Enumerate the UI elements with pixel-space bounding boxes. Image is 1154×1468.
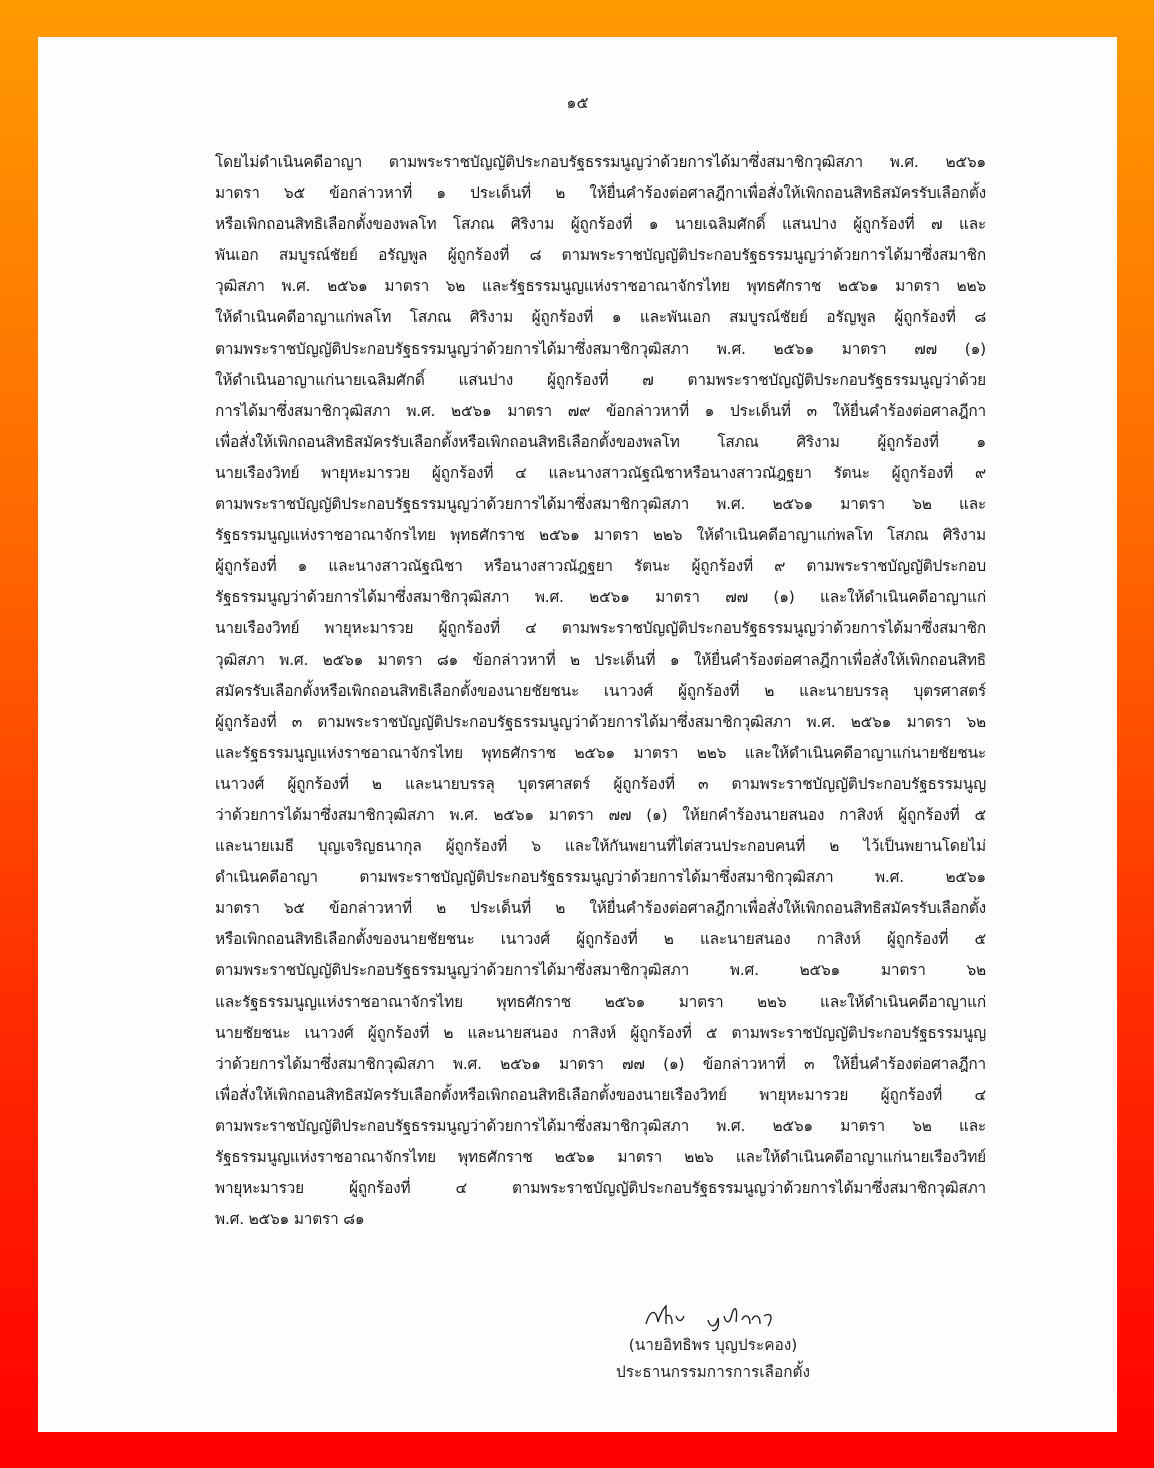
text-line: และนายเมธี บุญเจริญธนากุล ผู้ถูกร้องที่ ๖ และให้กันพยานที่ไต่สวนประกอบคนที่ ๒ ไว้เป็นพยานโดยไม่: [215, 837, 986, 856]
text-line: และรัฐธรรมนูญแห่งราชอาณาจักรไทย พุทธศักราช ๒๕๖๑ มาตรา ๒๒๖ และให้ดำเนินคดีอาญาแก่นายชัยชนะ: [215, 743, 986, 762]
page-number: ๑๕: [566, 93, 589, 112]
text-line: และรัฐธรรมนูญแห่งราชอาณาจักรไทย พุทธศักราช ๒๕๖๑ มาตรา ๒๒๖ และให้ดำเนินคดีอาญาแก่: [215, 992, 986, 1011]
text-line: ตามพระราชบัญญัติประกอบรัฐธรรมนูญว่าด้วยการได้มาซึ่งสมาชิกวุฒิสภา พ.ศ. ๒๕๖๑ มาตรา ๖๒ และ: [215, 1116, 986, 1135]
text-line: เพื่อสั่งให้เพิกถอนสิทธิสมัครรับเลือกตั้งหรือเพิกถอนสิทธิเลือกตั้งของนายเรืองวิทย์ พายุหะมารวย ผู้ถูกร้องที่ ๔: [215, 1085, 986, 1104]
text-line: พ.ศ. ๒๕๖๑ มาตรา ๘๑: [215, 1210, 365, 1229]
text-line: ให้ดำเนินอาญาแก่นายเฉลิมศักดิ์ แสนปาง ผู้ถูกร้องที่ ๗ ตามพระราชบัญญัติประกอบรัฐธรรมนูญว่าด้วย: [215, 370, 986, 389]
text-line: นายชัยชนะ เนาวงศ์ ผู้ถูกร้องที่ ๒ และนายสนอง กาสิงห์ ผู้ถูกร้องที่ ๕ ตามพระราชบัญญัติประกอบรัฐธรรมนูญ: [215, 1023, 986, 1042]
text-line: รัฐธรรมนูญว่าด้วยการได้มาซึ่งสมาชิกวุฒิสภา พ.ศ. ๒๕๖๑ มาตรา ๗๗ (๑) และให้ดำเนินคดีอาญาแก่: [215, 588, 986, 607]
signature-block: [583, 1302, 843, 1386]
text-line: วุฒิสภา พ.ศ. ๒๕๖๑ มาตรา ๘๑ ข้อกล่าวหาที่ ๒ ประเด็นที่ ๑ ให้ยื่นคำร้องต่อศาลฎีกาเพื่อสั่งให้เพิกถอนสิทธิ: [215, 650, 986, 669]
signer-name: (นายอิทธิพร บุญประคอง): [628, 1336, 798, 1354]
text-line: ผู้ถูกร้องที่ ๓ ตามพระราชบัญญัติประกอบรัฐธรรมนูญว่าด้วยการได้มาซึ่งสมาชิกวุฒิสภา พ.ศ. ๒๕๖๑ มาตรา ๖๒: [215, 712, 986, 731]
text-line: พายุหะมารวย ผู้ถูกร้องที่ ๔ ตามพระราชบัญญัติประกอบรัฐธรรมนูญว่าด้วยการได้มาซึ่งสมาชิกวุฒิสภา: [215, 1179, 986, 1198]
document-page: [38, 37, 1117, 1432]
document-body: [215, 147, 986, 1235]
text-line: ดำเนินคดีอาญา ตามพระราชบัญญัติประกอบรัฐธรรมนูญว่าด้วยการได้มาซึ่งสมาชิกวุฒิสภา พ.ศ. ๒๕๖๑: [215, 868, 986, 887]
text-line: ผู้ถูกร้องที่ ๑ และนางสาวณัฐณิชา หรือนางสาวณัฎฐยา รัตนะ ผู้ถูกร้องที่ ๙ ตามพระราชบัญญัติประกอบ: [215, 557, 986, 576]
text-line: ตามพระราชบัญญัติประกอบรัฐธรรมนูญว่าด้วยการได้มาซึ่งสมาชิกวุฒิสภา พ.ศ. ๒๕๖๑ มาตรา ๖๒ และ: [215, 495, 986, 514]
text-line: มาตรา ๖๕ ข้อกล่าวหาที่ ๑ ประเด็นที่ ๒ ให้ยื่นคำร้องต่อศาลฎีกาเพื่อสั่งให้เพิกถอนสิทธิสมัครรับเลือกตั้ง: [215, 184, 986, 203]
text-line: เนาวงศ์ ผู้ถูกร้องที่ ๒ และนายบรรลุ บุตรศาสตร์ ผู้ถูกร้องที่ ๓ ตามพระราชบัญญัติประกอบรัฐธรรมนูญ: [215, 774, 986, 793]
text-line: วุฒิสภา พ.ศ. ๒๕๖๑ มาตรา ๖๒ และรัฐธรรมนูญแห่งราชอาณาจักรไทย พุทธศักราช ๒๕๖๑ มาตรา ๒๒๖: [215, 277, 986, 296]
handwritten-signature: [583, 1302, 843, 1332]
text-line: มาตรา ๖๕ ข้อกล่าวหาที่ ๒ ประเด็นที่ ๒ ให้ยื่นคำร้องต่อศาลฎีกาเพื่อสั่งให้เพิกถอนสิทธิสมัครรับเลือกตั้ง: [215, 899, 986, 918]
text-line: รัฐธรรมนูญแห่งราชอาณาจักรไทย พุทธศักราช ๒๕๖๑ มาตรา ๒๒๖ ให้ดำเนินคดีอาญาแก่พลโท โสภณ ศิริงาม: [215, 526, 986, 545]
text-line: ว่าด้วยการได้มาซึ่งสมาชิกวุฒิสภา พ.ศ. ๒๕๖๑ มาตรา ๗๗ (๑) ให้ยกคำร้องนายสนอง กาสิงห์ ผู้ถูกร้องที่ ๕: [215, 805, 986, 824]
text-line: ให้ดำเนินคดีอาญาแก่พลโท โสภณ ศิริงาม ผู้ถูกร้องที่ ๑ และพันเอก สมบูรณ์ชัยย์ อรัญพูล ผู้ถูกร้องที่ ๘: [215, 308, 986, 327]
text-line: หรือเพิกถอนสิทธิเลือกตั้งของพลโท โสภณ ศิริงาม ผู้ถูกร้องที่ ๑ นายเฉลิมศักดิ์ แสนปาง ผู้ถูกร้องที่ ๗ และ: [215, 215, 986, 234]
text-line: การได้มาซึ่งสมาชิกวุฒิสภา พ.ศ. ๒๕๖๑ มาตรา ๗๙ ข้อกล่าวหาที่ ๑ ประเด็นที่ ๓ ให้ยื่นคำร้องต่อศาลฎีกา: [215, 401, 986, 420]
text-line: นายเรืองวิทย์ พายุหะมารวย ผู้ถูกร้องที่ ๔ ตามพระราชบัญญัติประกอบรัฐธรรมนูญว่าด้วยการได้มาซึ่งสมาชิก: [215, 619, 986, 638]
signer-title: ประธานกรรมการการเลือกตั้ง: [615, 1363, 811, 1381]
text-line: ว่าด้วยการได้มาซึ่งสมาชิกวุฒิสภา พ.ศ. ๒๕๖๑ มาตรา ๗๗ (๑) ข้อกล่าวหาที่ ๓ ให้ยื่นคำร้องต่อศาลฎีกา: [215, 1054, 986, 1073]
text-line: หรือเพิกถอนสิทธิเลือกตั้งของนายชัยชนะ เนาวงศ์ ผู้ถูกร้องที่ ๒ และนายสนอง กาสิงห์ ผู้ถูกร้องที่ ๕: [215, 930, 986, 949]
text-line: สมัครรับเลือกตั้งหรือเพิกถอนสิทธิเลือกตั้งของนายชัยชนะ เนาวงศ์ ผู้ถูกร้องที่ ๒ และนายบรรลุ บุตรศาสตร์: [215, 681, 986, 700]
text-line: โดยไม่ดำเนินคดีอาญา ตามพระราชบัญญัติประกอบรัฐธรรมนูญว่าด้วยการได้มาซึ่งสมาชิกวุฒิสภา พ.ศ. ๒๕๖๑: [215, 153, 986, 171]
text-line: รัฐธรรมนูญแห่งราชอาณาจักรไทย พุทธศักราช ๒๕๖๑ มาตรา ๒๒๖ และให้ดำเนินคดีอาญาแก่นายเรืองวิทย์: [215, 1148, 986, 1166]
text-line: นายเรืองวิทย์ พายุหะมารวย ผู้ถูกร้องที่ ๔ และนางสาวณัฐณิชาหรือนางสาวณัฎฐยา รัตนะ ผู้ถูกร้องที่ ๙: [215, 463, 986, 482]
text-line: ตามพระราชบัญญัติประกอบรัฐธรรมนูญว่าด้วยการได้มาซึ่งสมาชิกวุฒิสภา พ.ศ. ๒๕๖๑ มาตรา ๖๒: [215, 961, 986, 980]
text-line: ตามพระราชบัญญัติประกอบรัฐธรรมนูญว่าด้วยการได้มาซึ่งสมาชิกวุฒิสภา พ.ศ. ๒๕๖๑ มาตรา ๗๗ (๑): [215, 339, 986, 358]
text-line: พันเอก สมบูรณ์ชัยย์ อรัญพูล ผู้ถูกร้องที่ ๘ ตามพระราชบัญญัติประกอบรัฐธรรมนูญว่าด้วยการได้มาซึ่งสมาชิก: [215, 246, 986, 265]
signature-scribble: [638, 1302, 788, 1332]
text-line: เพื่อสั่งให้เพิกถอนสิทธิสมัครรับเลือกตั้งหรือเพิกถอนสิทธิเลือกตั้งของพลโท โสภณ ศิริงาม ผู้ถูกร้องที่ ๑: [215, 432, 986, 451]
